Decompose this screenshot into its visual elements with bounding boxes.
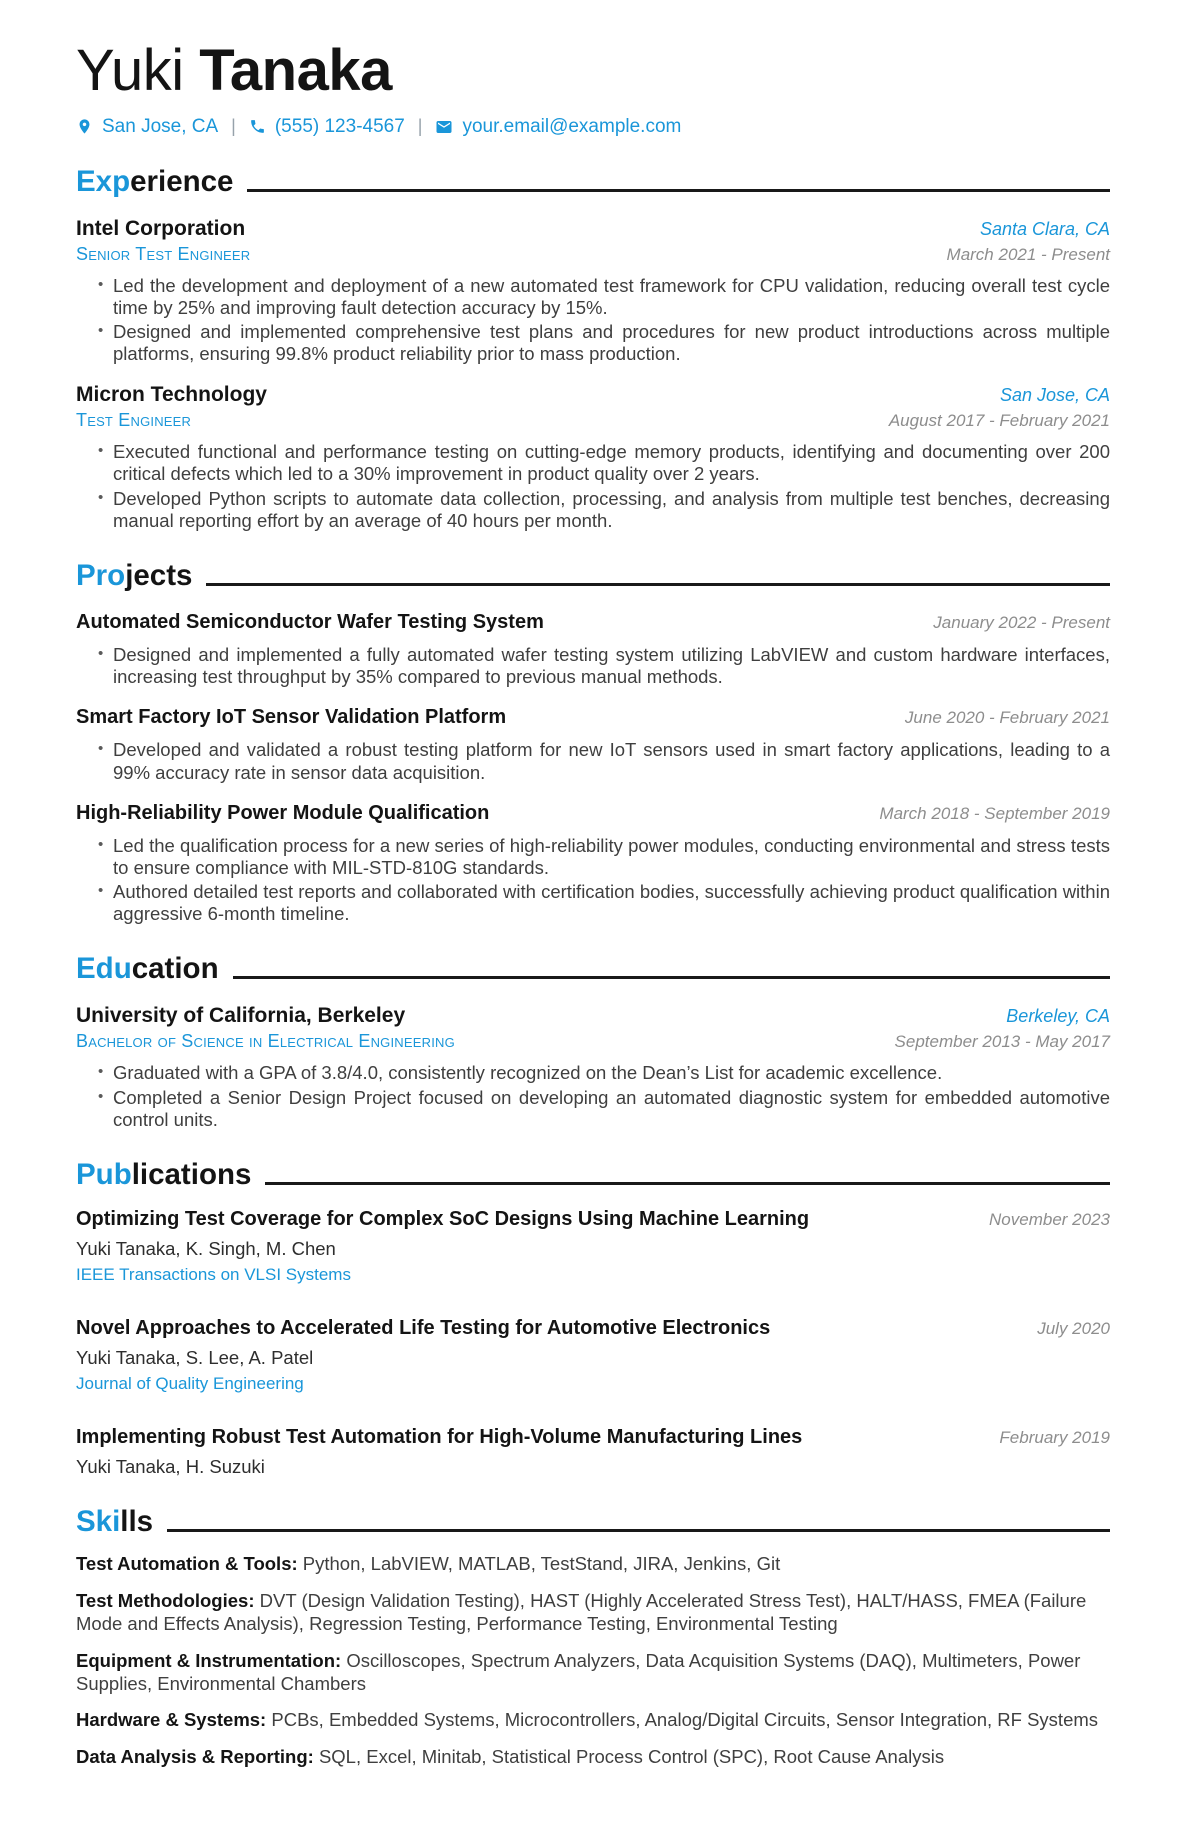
- publication-journal: Journal of Quality Engineering: [76, 1373, 304, 1393]
- last-name: Tanaka: [199, 38, 392, 103]
- project-entry: [76, 802, 1110, 926]
- publication-title: Implementing Robust Test Automation for High-Volume Manufacturing Lines: [76, 1425, 803, 1448]
- bullet-list: [97, 835, 1110, 926]
- bullet-list: [97, 441, 1110, 532]
- project-entry: [76, 611, 1110, 688]
- contact-row: [76, 116, 1110, 138]
- publication-title: Optimizing Test Coverage for Complex SoC Designs Using Machine Learning: [76, 1207, 810, 1230]
- entry-header-row: [76, 802, 1110, 825]
- section-heading-experience: [76, 165, 1110, 199]
- section-experience: [76, 165, 1110, 532]
- publication-date: November 2023: [989, 1209, 1110, 1229]
- entry-subheader-row: [76, 1031, 1110, 1052]
- school-name: University of California, Berkeley: [76, 1004, 406, 1028]
- bullet-item: • Led the qualification process for a new series of high-reliability power modules, conducting environmental and stress tests to ensure compliance with MIL-STD-810G standards.: [97, 835, 1110, 879]
- publication-title: Novel Approaches to Accelerated Life Testing for Automotive Electronics: [76, 1316, 771, 1339]
- skill-category-label: Data Analysis & Reporting:: [76, 1746, 314, 1768]
- skill-category-label: Hardware & Systems:: [76, 1709, 267, 1731]
- bullet-item: • Completed a Senior Design Project focused on developing an automated diagnostic system for embedded automotive control units.: [97, 1087, 1110, 1131]
- bullet-item: • Led the development and deployment of a new automated test framework for CPU validation, reducing overall test cycle time by 25% and improving fault detection accuracy by 15%.: [97, 275, 1110, 319]
- entry-subheader-row: [76, 410, 1110, 431]
- project-name: High-Reliability Power Module Qualification: [76, 801, 490, 824]
- project-name: Smart Factory IoT Sensor Validation Platform: [76, 706, 507, 729]
- skill-line: [76, 1709, 1110, 1732]
- publication-date: July 2020: [1037, 1318, 1110, 1338]
- section-heading-publications: [76, 1158, 1110, 1192]
- heading-rest-text: jects: [125, 559, 193, 593]
- school-location: Berkeley, CA: [1006, 1006, 1110, 1027]
- bullet-item: • Developed Python scripts to automate data collection, processing, and analysis from multiple test benches, decreasing manual reporting effort by an average of 40 hours per month.: [97, 488, 1110, 532]
- entry-header-row: [76, 1426, 1110, 1449]
- skill-line: [76, 1553, 1110, 1576]
- skill-values: PCBs, Embedded Systems, Microcontrollers, Analog/Digital Circuits, Sensor Integration, RF Systems: [271, 1709, 1099, 1731]
- contact-separator: |: [417, 116, 423, 137]
- section-rule: [265, 1182, 1110, 1185]
- entry-header-row: [76, 611, 1110, 634]
- section-rule: [167, 1529, 1110, 1532]
- phone-icon: [249, 118, 266, 135]
- section-heading-skills: [76, 1505, 1110, 1539]
- section-rule: [247, 189, 1110, 192]
- publication-authors: Yuki Tanaka, H. Suzuki: [76, 1455, 265, 1477]
- entry-header-row: [76, 217, 1110, 241]
- date-range: January 2022 - Present: [933, 612, 1110, 632]
- email-text: your.email@example.com: [462, 115, 682, 137]
- section-heading-education: [76, 952, 1110, 986]
- heading-rest-text: lls: [120, 1504, 154, 1538]
- date-range: June 2020 - February 2021: [904, 708, 1110, 728]
- skill-line: [76, 1746, 1110, 1769]
- heading-rest-text: erience: [130, 164, 234, 198]
- project-name: Automated Semiconductor Wafer Testing System: [76, 610, 544, 633]
- section-rule: [206, 583, 1110, 586]
- page-title: [76, 40, 1110, 103]
- bullet-item: • Executed functional and performance testing on cutting-edge memory products, identifying and documenting over 200 critical defects which led to a 30% improvement in product quality over 2 years.: [97, 441, 1110, 485]
- bullet-item: • Designed and implemented a fully automated wafer testing system utilizing LabVIEW and custom hardware interfaces, increasing test throughput by 35% compared to previous manual methods.: [97, 644, 1110, 688]
- phone-text: (555) 123-4567: [274, 115, 405, 137]
- section-education: [76, 952, 1110, 1130]
- bullet-list: [97, 1062, 1110, 1131]
- entry-header-row: [76, 706, 1110, 729]
- bullet-item: • Developed and validated a robust testing platform for new IoT sensors used in smart factory applications, leading to a 99% accuracy rate in sensor data acquisition.: [97, 739, 1110, 783]
- contact-location: [76, 116, 218, 138]
- publication-entry: [76, 1317, 1110, 1394]
- publication-journal: IEEE Transactions on VLSI Systems: [76, 1264, 351, 1284]
- contact-separator: |: [231, 116, 236, 137]
- entry-header-row: [76, 1004, 1110, 1028]
- publication-entry: [76, 1208, 1110, 1285]
- skill-line: [76, 1590, 1110, 1636]
- heading-accent-text: Pub: [76, 1157, 132, 1191]
- section-rule: [233, 976, 1110, 979]
- entry-header-row: [76, 1317, 1110, 1340]
- company-location: Santa Clara, CA: [979, 218, 1110, 239]
- heading-accent-text: Pro: [76, 559, 126, 593]
- company-name: Intel Corporation: [76, 216, 246, 240]
- envelope-icon: [435, 118, 453, 136]
- section-heading-projects: [76, 559, 1110, 593]
- heading-accent-text: Edu: [76, 952, 132, 986]
- skill-values: SQL, Excel, Minitab, Statistical Process Control (SPC), Root Cause Analysis: [318, 1746, 945, 1768]
- experience-entry: [76, 383, 1110, 532]
- entry-header-row: [76, 1208, 1110, 1231]
- publication-date: February 2019: [999, 1427, 1110, 1447]
- skill-values: Oscilloscopes, Spectrum Analyzers, Data Acquisition Systems (DAQ), Multimeters, Power Supplies, Environmental Chambers: [76, 1649, 1081, 1694]
- heading-accent-text: Exp: [76, 164, 131, 198]
- date-range: March 2021 - Present: [946, 244, 1110, 264]
- entry-subheader-row: [76, 244, 1110, 265]
- bullet-list: [97, 739, 1110, 783]
- date-range: March 2018 - September 2019: [879, 803, 1110, 823]
- company-location: San Jose, CA: [999, 385, 1110, 406]
- skill-category-label: Test Automation & Tools:: [76, 1552, 298, 1574]
- position-title: Test Engineer: [76, 410, 192, 431]
- skill-line: [76, 1650, 1110, 1696]
- heading-rest-text: lications: [131, 1157, 252, 1191]
- heading-accent-text: Ski: [76, 1504, 121, 1538]
- section-skills: [76, 1505, 1110, 1769]
- entry-header-row: [76, 383, 1110, 407]
- contact-phone: [249, 116, 405, 138]
- bullet-list: [97, 275, 1110, 366]
- publication-authors: Yuki Tanaka, K. Singh, M. Chen: [76, 1237, 336, 1259]
- bullet-item: • Authored detailed test reports and collaborated with certification bodies, successfully achieving product qualification within aggressive 6-month timeline.: [97, 881, 1110, 925]
- bullet-item: • Graduated with a GPA of 3.8/4.0, consistently recognized on the Dean’s List for academic excellence.: [97, 1062, 1110, 1084]
- location-text: San Jose, CA: [102, 115, 219, 137]
- education-entry: [76, 1004, 1110, 1131]
- skill-category-label: Equipment & Instrumentation:: [76, 1649, 342, 1671]
- publication-authors: Yuki Tanaka, S. Lee, A. Patel: [76, 1346, 314, 1368]
- date-range: August 2017 - February 2021: [888, 411, 1110, 431]
- contact-email[interactable]: [435, 116, 681, 138]
- skill-category-label: Test Methodologies:: [76, 1589, 255, 1611]
- degree-title: Bachelor of Science in Electrical Engineering: [76, 1031, 455, 1052]
- section-projects: [76, 559, 1110, 925]
- skill-values: DVT (Design Validation Testing), HAST (Highly Accelerated Stress Test), HALT/HASS, FMEA (Failure Mode and Effects Analysis), Regression Testing, Performance Testing, Environmental Testing: [76, 1589, 1087, 1634]
- location-pin-icon: [76, 118, 93, 135]
- bullet-list: [97, 644, 1110, 688]
- first-name: Yuki: [76, 38, 184, 103]
- heading-rest-text: cation: [131, 952, 219, 986]
- position-title: Senior Test Engineer: [76, 243, 251, 264]
- date-range: September 2013 - May 2017: [894, 1032, 1110, 1052]
- section-publications: [76, 1158, 1110, 1478]
- bullet-item: • Designed and implemented comprehensive test plans and procedures for new product introductions across multiple platforms, ensuring 99.8% product reliability prior to mass production.: [97, 321, 1110, 365]
- publication-entry: [76, 1426, 1110, 1478]
- skill-values: Python, LabVIEW, MATLAB, TestStand, JIRA, Jenkins, Git: [302, 1552, 781, 1574]
- company-name: Micron Technology: [76, 383, 267, 407]
- project-entry: [76, 706, 1110, 783]
- experience-entry: [76, 217, 1110, 366]
